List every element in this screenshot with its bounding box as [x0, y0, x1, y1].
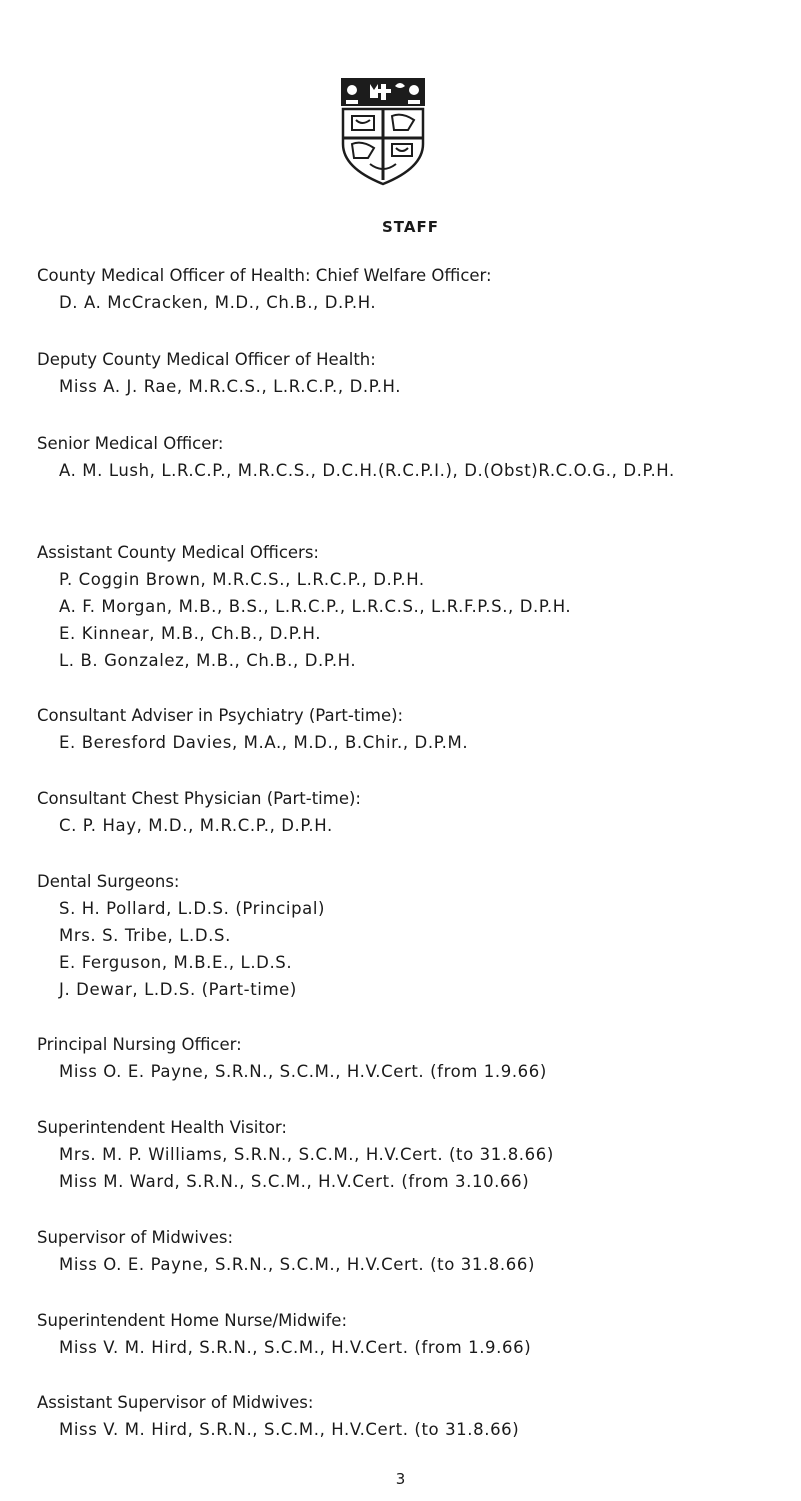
staff-entry: L. B. Gonzalez, M.B., Ch.B., D.P.H. [59, 651, 357, 670]
staff-entry: A. F. Morgan, M.B., B.S., L.R.C.P., L.R.C.S., L.R.F.P.S., D.P.H. [59, 597, 572, 616]
staff-entry: Miss A. J. Rae, M.R.C.S., L.R.C.P., D.P.H. [59, 377, 402, 396]
section-title: County Medical Officer of Health: Chief Welfare Officer: [37, 266, 492, 285]
section-title: Supervisor of Midwives: [37, 1228, 234, 1247]
section-superintendent-health-visitor [37, 1114, 797, 1195]
page-number: 3 [395, 1470, 406, 1488]
section-assistant-county-medical-officers [37, 539, 797, 674]
staff-entry: Miss V. M. Hird, S.R.N., S.C.M., H.V.Cert. (to 31.8.66) [59, 1420, 520, 1439]
section-title: Dental Surgeons: [37, 872, 180, 891]
section-senior-medical-officer [37, 430, 797, 484]
staff-entry: Miss O. E. Payne, S.R.N., S.C.M., H.V.Cert. (to 31.8.66) [59, 1255, 535, 1274]
section-title: Assistant County Medical Officers: [37, 543, 319, 562]
staff-entry: Mrs. S. Tribe, L.D.S. [59, 926, 231, 945]
staff-entry: Miss V. M. Hird, S.R.N., S.C.M., H.V.Cert. (from 1.9.66) [59, 1338, 532, 1357]
section-title: Superintendent Health Visitor: [37, 1118, 287, 1137]
staff-entry: C. P. Hay, M.D., M.R.C.P., D.P.H. [59, 816, 333, 835]
staff-entry: S. H. Pollard, L.D.S. (Principal) [59, 899, 326, 918]
section-title: Deputy County Medical Officer of Health: [37, 350, 376, 369]
staff-entry: E. Beresford Davies, M.A., M.D., B.Chir., D.P.M. [59, 733, 469, 752]
section-county-medical-officer [37, 262, 797, 316]
section-title: Assistant Supervisor of Midwives: [37, 1393, 314, 1412]
section-supervisor-of-midwives [37, 1224, 797, 1278]
section-title: Senior Medical Officer: [37, 434, 224, 453]
section-deputy-county-medical-officer [37, 346, 797, 400]
section-title: Principal Nursing Officer: [37, 1035, 242, 1054]
section-title: Consultant Chest Physician (Part-time): [37, 789, 361, 808]
staff-entry: D. A. McCracken, M.D., Ch.B., D.P.H. [59, 293, 377, 312]
staff-entry: A. M. Lush, L.R.C.P., M.R.C.S., D.C.H.(R.C.P.I.), D.(Obst)R.C.O.G., D.P.H. [59, 461, 675, 480]
section-title: Consultant Adviser in Psychiatry (Part-time): [37, 706, 404, 725]
section-principal-nursing-officer [37, 1031, 797, 1085]
staff-entry: Miss O. E. Payne, S.R.N., S.C.M., H.V.Cert. (from 1.9.66) [59, 1062, 547, 1081]
staff-entry: Miss M. Ward, S.R.N., S.C.M., H.V.Cert. (from 3.10.66) [59, 1172, 530, 1191]
section-title: Superintendent Home Nurse/Midwife: [37, 1311, 348, 1330]
section-superintendent-home-nurse [37, 1307, 797, 1361]
page-title: STAFF [382, 218, 439, 236]
staff-entry: P. Coggin Brown, M.R.C.S., L.R.C.P., D.P.H. [59, 570, 425, 589]
coat-of-arms-icon [340, 76, 426, 186]
staff-entry: E. Ferguson, M.B.E., L.D.S. [59, 953, 293, 972]
staff-entry: Mrs. M. P. Williams, S.R.N., S.C.M., H.V.Cert. (to 31.8.66) [59, 1145, 554, 1164]
section-dental-surgeons [37, 868, 797, 1003]
section-consultant-psychiatry [37, 702, 797, 756]
staff-entry: E. Kinnear, M.B., Ch.B., D.P.H. [59, 624, 322, 643]
staff-entry: J. Dewar, L.D.S. (Part-time) [59, 980, 297, 999]
section-assistant-supervisor-of-midwives [37, 1389, 797, 1443]
section-consultant-chest-physician [37, 785, 797, 839]
